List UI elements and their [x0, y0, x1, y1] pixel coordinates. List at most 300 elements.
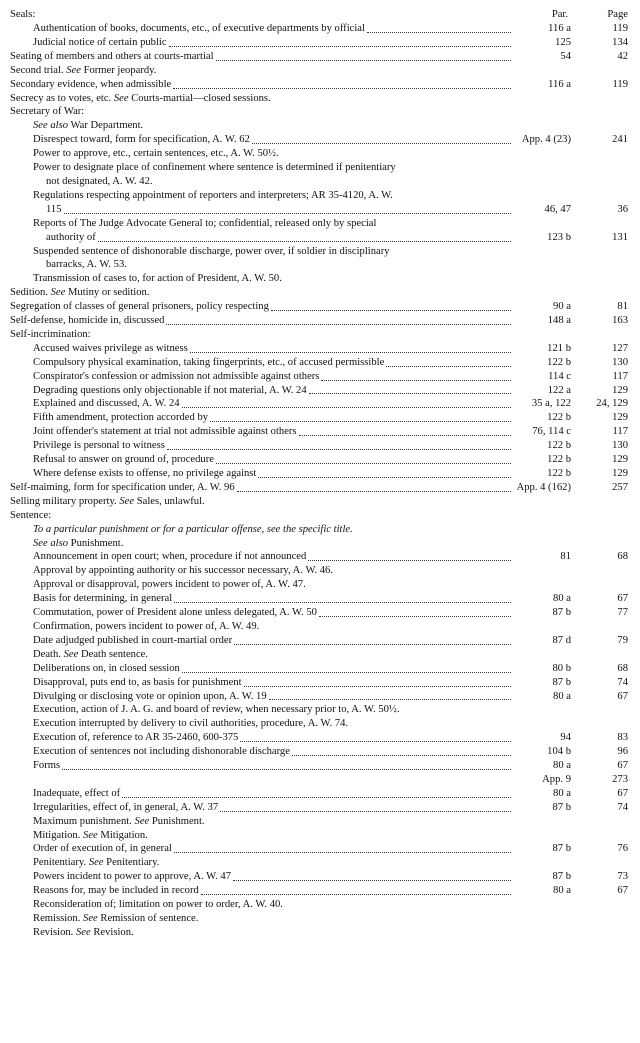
index-entry	[10, 509, 628, 523]
page-number: 127	[612, 342, 628, 354]
entry-continuation	[33, 175, 513, 189]
see-reference-label: See	[66, 64, 81, 76]
dot-leader	[220, 810, 511, 812]
entry-text: Degrading questions only objectionable if not material, A. W. 24	[33, 384, 307, 396]
entry-text: Mitigation.	[33, 829, 81, 841]
index-entry	[10, 676, 628, 690]
index-entry	[10, 78, 628, 92]
dot-leader	[182, 671, 511, 673]
index-entry	[10, 773, 628, 787]
see-reference-target: Mitigation.	[100, 829, 148, 841]
see-reference-label: See also	[33, 537, 69, 549]
entry-text-block	[10, 564, 513, 578]
entry-continuation-text: barracks, A. W. 53.	[46, 259, 127, 271]
index-entry	[10, 690, 628, 704]
entry-note: To a particular punishment or for a particular offense, see the specific title.	[33, 523, 353, 535]
entry-text-block	[10, 50, 513, 64]
page-number: 67	[617, 787, 628, 799]
index-entry	[10, 342, 628, 356]
index-entry	[10, 189, 628, 217]
entry-text-block	[10, 509, 513, 523]
entry-text: Approval or disapproval, powers incident to power of, A. W. 47.	[33, 579, 306, 591]
entry-text-block	[10, 648, 513, 662]
index-entry	[10, 717, 628, 731]
entry-text: Self-defense, homicide in, discussed	[10, 315, 165, 327]
index-entry	[10, 787, 628, 801]
see-reference-target: Penitentiary.	[106, 857, 160, 869]
paragraph-number: 122 a	[547, 384, 571, 396]
index-entry	[10, 662, 628, 676]
index-entry	[10, 926, 628, 940]
entry-text-block	[10, 147, 513, 161]
index-entry	[10, 703, 628, 717]
dot-leader	[216, 462, 511, 464]
see-reference-target: Punishment.	[70, 537, 124, 549]
dot-leader	[210, 420, 511, 422]
dot-leader	[234, 643, 511, 645]
paragraph-number: 35 a, 122	[531, 398, 571, 410]
page-number: 241	[612, 134, 628, 146]
paragraph-number: 94	[560, 732, 571, 744]
index-entry	[10, 620, 628, 634]
entry-text: Conspirator's confession or admission not admissible against others	[33, 370, 320, 382]
entry-continuation-text: 115	[46, 203, 62, 215]
paragraph-number: App. 4 (162)	[516, 481, 571, 493]
entry-text-block	[10, 495, 513, 509]
entry-text-block	[10, 842, 513, 856]
page-number: 119	[612, 78, 628, 90]
index-entry	[10, 453, 628, 467]
see-reference-label: See	[83, 913, 98, 924]
index-entry	[10, 22, 628, 36]
entry-text-block	[10, 119, 513, 133]
entry-text: Self-incrimination:	[10, 328, 91, 340]
index-entry	[10, 300, 628, 314]
paragraph-number: 122 b	[547, 356, 571, 368]
entry-text: Revision.	[33, 926, 74, 938]
see-reference-label: See	[83, 829, 98, 841]
page-number: 130	[612, 440, 628, 452]
entry-text: Accused waives privilege as witness	[33, 342, 188, 354]
page-number: 36	[617, 203, 628, 215]
index-entry	[10, 550, 628, 564]
index-entry	[10, 147, 628, 161]
entry-text-block	[10, 356, 513, 370]
dot-leader	[258, 476, 511, 478]
paragraph-number: 116 a	[548, 23, 571, 34]
entry-continuation	[33, 203, 513, 217]
index-entry	[10, 119, 628, 133]
entry-text: Where defense exists to offense, no privilege against	[33, 468, 257, 479]
entry-text-block	[10, 745, 513, 759]
paragraph-number: 125	[555, 36, 571, 48]
entry-text: Commutation, power of President alone unless delegated, A. W. 50	[33, 607, 317, 619]
page-number: 68	[617, 662, 628, 674]
paragraph-number: 87 b	[552, 676, 571, 688]
entry-text: Execution of, reference to AR 35-2460, 600-375	[33, 732, 239, 744]
entry-text-block	[10, 272, 513, 286]
entry-text: Compulsory physical examination, taking fingerprints, etc., of accused permissible	[33, 356, 385, 368]
dot-leader	[201, 893, 511, 895]
paragraph-number: 123 b	[547, 231, 571, 243]
entry-text-block	[10, 634, 513, 648]
index-entry	[10, 356, 628, 370]
index-entry	[10, 606, 628, 620]
entry-text-block	[10, 453, 513, 467]
entry-text: Date adjudged published in court-martial order	[33, 634, 233, 646]
entry-text-block	[10, 829, 513, 843]
index-entry	[10, 634, 628, 648]
index-entry	[10, 592, 628, 606]
entry-text: Joint offender's statement at trial not admissible against others	[33, 426, 297, 438]
dot-leader	[237, 490, 511, 492]
paragraph-number: 122 b	[547, 412, 571, 424]
page-number: 134	[612, 36, 628, 48]
paragraph-number: 90 a	[553, 301, 571, 313]
entry-text: Forms	[33, 760, 61, 772]
entry-text-block	[10, 245, 513, 273]
entry-text: Confirmation, powers incident to power of, A. W. 49.	[33, 620, 260, 632]
index-entry	[10, 217, 628, 245]
entry-text: Approval by appointing authority or his successor necessary, A. W. 46.	[33, 565, 334, 577]
entry-text: Divulging or disclosing vote or opinion upon, A. W. 19	[33, 690, 267, 702]
entry-text-block	[10, 105, 513, 119]
entry-text: Segregation of classes of general prisoners, policy respecting	[10, 301, 269, 313]
dot-leader	[174, 601, 511, 603]
dot-leader	[62, 768, 511, 770]
entry-text-block	[10, 620, 513, 634]
index-entry	[10, 578, 628, 592]
page-number: 130	[612, 356, 628, 368]
see-reference-target: Former jeopardy.	[83, 64, 157, 76]
dot-leader	[269, 698, 511, 700]
entry-text-block	[10, 78, 513, 92]
entry-text-block	[10, 36, 513, 50]
entry-text: Seating of members and others at courts-martial	[10, 50, 214, 62]
dot-leader	[308, 559, 511, 561]
entry-text-block	[10, 870, 513, 884]
see-reference-target: Remission of sentence.	[100, 913, 199, 924]
entry-text: Penitentiary.	[33, 857, 87, 869]
paragraph-number: 114 c	[548, 370, 571, 382]
page-number: 67	[617, 885, 628, 897]
entry-text: Execution, action of J. A. G. and board of review, when necessary prior to, A. W. 50½.	[33, 704, 400, 716]
index-entry	[10, 439, 628, 453]
entry-text-block	[10, 328, 513, 342]
entry-text-block	[10, 161, 513, 189]
page-number: 129	[612, 468, 628, 479]
index-entry	[10, 870, 628, 884]
index-entry	[10, 161, 628, 189]
entry-text-block	[10, 912, 513, 926]
entry-text: Privilege is personal to witness	[33, 440, 165, 452]
dot-leader	[299, 434, 511, 436]
entry-text-block	[10, 898, 513, 912]
dot-leader	[319, 615, 511, 617]
dot-leader	[252, 142, 511, 144]
page-number: 24, 129	[596, 398, 628, 410]
see-reference-target: Mutiny or sedition.	[67, 287, 150, 299]
paragraph-number: 87 b	[552, 607, 571, 619]
index-entry	[10, 397, 628, 411]
see-reference-target: Revision.	[93, 926, 134, 938]
page-number: 96	[617, 746, 628, 758]
entry-continuation	[33, 231, 513, 245]
index-entry	[10, 884, 628, 898]
index-entry	[10, 286, 628, 300]
index-entry	[10, 328, 628, 342]
entry-text-block	[10, 537, 513, 551]
index-entries	[10, 22, 628, 940]
section-heading: Seals:	[10, 9, 36, 20]
page-number: 81	[617, 301, 628, 313]
page-number: 119	[612, 23, 628, 34]
paragraph-number: 76, 114 c	[532, 426, 571, 438]
index-entry	[10, 759, 628, 773]
paragraph-number: 122 b	[547, 440, 571, 452]
index-entry	[10, 133, 628, 147]
page-number: 257	[612, 481, 628, 493]
entry-text-block	[10, 439, 513, 453]
entry-text: Reports of The Judge Advocate General to; confidential, released only by special	[33, 217, 377, 229]
page-number: 74	[617, 801, 628, 813]
paragraph-number: 80 a	[553, 787, 571, 799]
paragraph-number: 81	[560, 551, 571, 563]
dot-leader	[233, 879, 511, 881]
page-number: 74	[617, 676, 628, 688]
index-entry	[10, 815, 628, 829]
see-reference-label: See also	[33, 120, 69, 132]
page-column-header: Page	[607, 9, 628, 20]
paragraph-number: 87 b	[552, 801, 571, 813]
index-entry	[10, 648, 628, 662]
see-reference-label: See	[119, 495, 135, 507]
index-entry	[10, 801, 628, 815]
paragraph-number: 87 b	[552, 871, 571, 883]
index-entry	[10, 912, 628, 926]
paragraph-number: 80 a	[553, 760, 571, 772]
paragraph-number: 46, 47	[544, 203, 571, 215]
entry-text: Execution interrupted by delivery to civil authorities, procedure, A. W. 74.	[33, 718, 349, 730]
dot-leader	[190, 351, 511, 353]
see-reference-label: See	[75, 926, 91, 938]
see-reference-label: See	[63, 648, 79, 660]
dot-leader	[98, 240, 511, 242]
index-entry	[10, 64, 628, 78]
paragraph-number: 87 d	[552, 634, 571, 646]
entry-text-block	[10, 425, 513, 439]
index-entry	[10, 370, 628, 384]
dot-leader	[167, 448, 511, 450]
paragraph-number: App. 4 (23)	[521, 134, 571, 146]
page-number: 117	[612, 370, 628, 382]
dot-leader	[244, 685, 511, 687]
entry-text: Order of execution of, in general	[33, 843, 172, 855]
entry-text-block	[10, 690, 513, 704]
see-reference-target: Punishment.	[151, 815, 205, 827]
page-number: 83	[617, 732, 628, 744]
entry-text: Transmission of cases to, for action of President, A. W. 50.	[33, 273, 282, 285]
paragraph-number: 80 b	[552, 662, 571, 674]
entry-text: Secrecy as to votes, etc.	[10, 92, 112, 104]
entry-text: Secondary evidence, when admissible	[10, 78, 172, 90]
entry-text-block	[10, 217, 513, 245]
index-entry	[10, 564, 628, 578]
index-entry	[10, 731, 628, 745]
page-number: 67	[617, 593, 628, 605]
page-number: 76	[617, 843, 628, 855]
entry-text-block	[10, 64, 513, 78]
page-number: 67	[617, 690, 628, 702]
entry-text-block	[10, 815, 513, 829]
entry-text-block	[10, 759, 513, 773]
entry-text: Powers incident to power to approve, A. W. 47	[33, 871, 232, 883]
entry-text: Inadequate, effect of	[33, 787, 121, 799]
dot-leader	[64, 212, 512, 214]
entry-text: Self-maiming, form for specification under, A. W. 96	[10, 481, 235, 493]
entry-text: Maximum punishment.	[33, 815, 132, 827]
entry-text-block	[10, 717, 513, 731]
entry-text-block	[10, 133, 513, 147]
entry-text-block	[10, 189, 513, 217]
page-number: 129	[612, 412, 628, 424]
paragraph-number: 104 b	[547, 746, 571, 758]
entry-continuation-text: not designated, A. W. 42.	[46, 175, 153, 187]
index-entry	[10, 105, 628, 119]
index-entry	[10, 384, 628, 398]
dot-leader	[309, 392, 511, 394]
page-number: 117	[612, 426, 628, 438]
entry-text: Deliberations on, in closed session	[33, 662, 180, 674]
entry-text-block	[10, 676, 513, 690]
entry-text-block	[10, 578, 513, 592]
entry-text: Regulations respecting appointment of reporters and interpreters; AR 35-4120, A. W.	[33, 189, 393, 201]
entry-text-block	[10, 926, 513, 940]
index-entry	[10, 36, 628, 50]
entry-text: Secretary of War:	[10, 106, 85, 118]
paragraph-number: 80 a	[553, 885, 571, 897]
page-number: 68	[617, 551, 628, 563]
entry-text-block	[10, 397, 513, 411]
entry-text-block	[10, 22, 513, 36]
entry-text: Explained and discussed, A. W. 24	[33, 398, 180, 410]
paragraph-number: 80 a	[553, 593, 571, 605]
entry-text-block	[10, 606, 513, 620]
index-entry	[10, 314, 628, 328]
paragraph-number: 122 b	[547, 454, 571, 466]
page-number: 77	[617, 607, 628, 619]
paragraph-number: 122 b	[547, 468, 571, 479]
index-entry	[10, 272, 628, 286]
dot-leader	[292, 754, 511, 756]
dot-leader	[174, 851, 511, 853]
index-header	[10, 8, 628, 22]
entry-text-block	[10, 286, 513, 300]
dot-leader	[240, 740, 511, 742]
dot-leader	[216, 59, 511, 61]
page-number: 79	[617, 634, 628, 646]
dot-leader	[169, 45, 511, 47]
paragraph-number: 80 a	[553, 690, 571, 702]
entry-text: Remission.	[33, 913, 81, 924]
entry-text-block	[10, 523, 513, 537]
entry-text-block	[10, 342, 513, 356]
page-number: 42	[617, 50, 628, 62]
entry-text: Refusal to answer on ground of, procedure	[33, 454, 214, 466]
page-number: 273	[612, 773, 628, 785]
entry-text: Irregularities, effect of, in general, A. W. 37	[33, 801, 219, 813]
entry-text-block	[10, 300, 513, 314]
index-entry	[10, 856, 628, 870]
index-entry	[10, 467, 628, 481]
entry-text: Authentication of books, documents, etc., of executive departments by official	[33, 23, 365, 34]
dot-leader	[182, 406, 511, 408]
entry-text-block	[10, 550, 513, 564]
index-entry	[10, 537, 628, 551]
entry-text: Suspended sentence of dishonorable discharge, power over, if soldier in disciplinary	[33, 245, 390, 257]
entry-text-block	[10, 411, 513, 425]
index-entry	[10, 829, 628, 843]
entry-text: Disrespect toward, form for specification, A. W. 62	[33, 134, 250, 146]
entry-text-block	[10, 787, 513, 801]
index-entry	[10, 245, 628, 273]
entry-text: Selling military property.	[10, 495, 117, 507]
entry-text: Sentence:	[10, 509, 52, 521]
paragraph-number: 54	[560, 50, 571, 62]
page-number: 73	[617, 871, 628, 883]
see-reference-target: War Department.	[70, 120, 144, 132]
entry-text-block	[10, 856, 513, 870]
entry-text-block	[10, 370, 513, 384]
page-number: 67	[617, 760, 628, 772]
see-reference-label: See	[113, 92, 129, 104]
entry-text-block	[10, 884, 513, 898]
see-reference-target: Death sentence.	[80, 648, 149, 660]
dot-leader	[386, 365, 511, 367]
entry-text: Disapproval, puts end to, as basis for punishment	[33, 676, 242, 688]
entry-text: Death.	[33, 648, 61, 660]
entry-text-block	[10, 662, 513, 676]
dot-leader	[321, 379, 511, 381]
entry-text: Announcement in open court; when, procedure if not announced	[33, 551, 307, 563]
entry-text-block	[10, 467, 513, 481]
paragraph-number: 148 a	[547, 315, 571, 327]
entry-text: Judicial notice of certain public	[33, 36, 167, 48]
paragraph-number: 116 a	[548, 78, 571, 90]
entry-text-block	[10, 703, 513, 717]
entry-text: Power to approve, etc., certain sentences, etc., A. W. 50½.	[33, 148, 279, 160]
entry-text: Reconsideration of; limitation on power to order, A. W. 40.	[33, 899, 283, 911]
entry-text-block	[10, 384, 513, 398]
entry-text-block	[10, 314, 513, 328]
entry-text: Power to designate place of confinement where sentence is determined if penitentiary	[33, 162, 396, 174]
see-reference-label: See	[88, 857, 104, 869]
entry-text: Basis for determining, in general	[33, 593, 173, 605]
index-entry	[10, 92, 628, 106]
paragraph-number: 121 b	[547, 342, 571, 354]
entry-continuation-text: authority of	[46, 231, 96, 243]
see-reference-label: See	[50, 287, 66, 299]
par-column-header: Par.	[551, 9, 568, 20]
entry-text-block	[10, 481, 513, 495]
index-entry	[10, 50, 628, 64]
index-entry	[10, 842, 628, 856]
index-entry	[10, 411, 628, 425]
entry-text-block	[10, 801, 513, 815]
dot-leader	[166, 323, 511, 325]
dot-leader	[271, 309, 511, 311]
dot-leader	[367, 31, 511, 33]
